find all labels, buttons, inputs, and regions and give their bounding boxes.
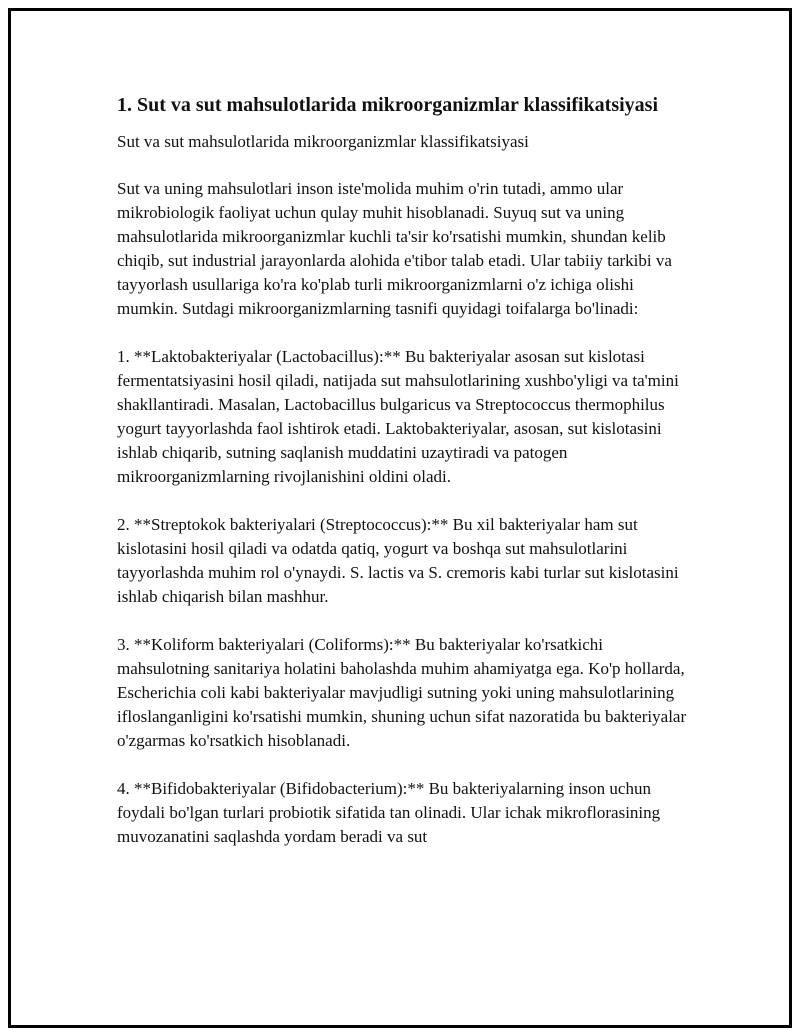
document-subtitle: Sut va sut mahsulotlarida mikroorganizmlar klassifikatsiyasi [117,132,529,151]
paragraph-bifidobacterium: 4. **Bifidobakteriyalar (Bifidobacterium):** Bu bakteriyalarning inson uchun foydali bo'lgan turlari probiotik sifatida tan olinadi. Ular ichak mikroflorasining muvozanatini saqlashda yordam beradi va sut [117,779,661,846]
intro-paragraph: Sut va uning mahsulotlari inson iste'molida muhim o'rin tutadi, ammo ular mikrobiologik faoliyat uchun qulay muhit hisoblanadi. Suyuq sut va uning mahsulotlarida mikroorganizmlar kuchli ta'sir ko'rsatishi mumkin, shundan kelib chiqib, sut industrial jarayonlarda alohida e'tibor talab etadi. Ular tabiiy tarkibi va tayyorlash usullariga ko'ra ko'plab turli mikroorganizmlarni o'z ichiga olishi mumkin. Sutdagi mikroorganizmlarning tasnifi quyidagi toifalarga bo'linadi: [117,179,672,318]
document-heading: 1. Sut va sut mahsulotlarida mikroorganizmlar klassifikatsiyasi [117,94,658,116]
paragraph-lactobacillus: 1. **Laktobakteriyalar (Lactobacillus):** Bu bakteriyalar asosan sut kislotasi fermentatsiyasini hosil qiladi, natijada sut mahsulotlarining xushbo'yligi va ta'mini shakllantiradi. Masalan, Lactobacillus bulgaricus va Streptococcus thermophilus yogurt tayyorlashda faol ishtirok etadi. Laktobakteriyalar, asosan, sut kislotasini ishlab chiqarib, sutning saqlanish muddatini uzaytiradi va patogen mikroorganizmlarning rivojlanishini oldini oladi. [117,347,679,486]
paragraph-streptococcus: 2. **Streptokok bakteriyalari (Streptococcus):** Bu xil bakteriyalar ham sut kislotasini hosil qiladi va odatda qatiq, yogurt va boshqa sut mahsulotlarini tayyorlashda muhim rol o'ynaydi. S. lactis va S. cremoris kabi turlar sut kislotasini ishlab chiqarish bilan mashhur. [117,515,679,606]
document-body [117,92,687,873]
paragraph-coliforms: 3. **Koliform bakteriyalari (Coliforms):** Bu bakteriyalar ko'rsatkichi mahsulotning sanitariya holatini baholashda muhim ahamiyatga ega. Ko'p hollarda, Escherichia coli kabi bakteriyalar mavjudligi sutning yoki uning mahsulotlarining ifloslanganligini ko'rsatishi mumkin, shuning uchun sifat nazoratida bu bakteriyalar o'zgarmas ko'rsatkich hisoblanadi. [117,635,687,750]
